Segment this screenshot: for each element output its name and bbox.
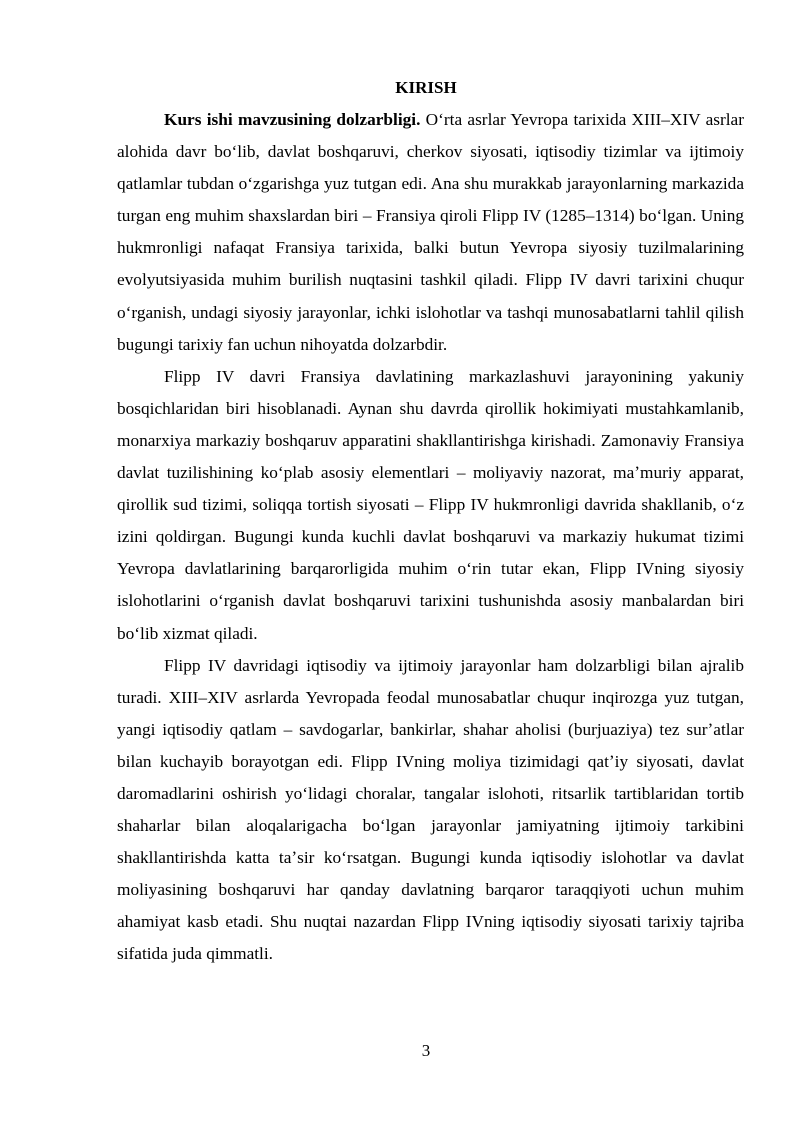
page-number: 3 <box>421 1041 431 1060</box>
body-text <box>117 104 744 971</box>
paragraph-relevance <box>117 104 744 361</box>
section-heading: KIRISH <box>395 78 457 97</box>
paragraph-centralization: Flipp IV davri Fransiya davlatining markazlashuvi jarayonining yakuniy bosqichlaridan biri hisoblanadi. Aynan shu davrda qirollik hokimiyati mustahkamlanib, monarxiya markaziy boshqaruv apparatini shakllantirishga kirishadi. Zamonaviy Fransiya davlat tuzilishining koʻplab asosiy elementlari – moliyaviy nazorat, maʼmuriy apparat, qirollik sud tizimi, soliqqa tortish siyosati – Flipp IV hukmronligi davrida shakllanib, oʻz izini qoldirgan. Bugungi kunda kuchli davlat boshqaruvi va markaziy hukumat tizimi Yevropa davlatlarining barqarorligida muhim oʻrin tutar ekan, Flipp IVning siyosiy islohotlarini oʻrganish davlat boshqaruvi tarixini tushunishda asosiy manbalardan biri boʻlib xizmat qiladi. <box>117 366 744 643</box>
paragraph-economy: Flipp IV davridagi iqtisodiy va ijtimoiy jarayonlar ham dolzarbligi bilan ajralib turadi. XIII–XIV asrlarda Yevropada feodal munosabatlar chuqur inqirozga yuz tutgan, yangi iqtisodiy qatlam – savdogarlar, bankirlar, shahar aholisi (burjuaziya) tez surʼatlar bilan kuchayib borayotgan edi. Flipp IVning moliya tizimidagi qatʼiy siyosati, davlat daromadlarini oshirish yoʻlidagi choralar, tangalar islohoti, ritsarlik tartiblaridan tortib shaharlar bilan aloqalarigacha boʻlgan jarayonlar jamiyatning ijtimoiy tarkibini shakllantirishda katta taʼsir koʻrsatgan. Bugungi kunda iqtisodiy islohotlar va davlat moliyasining boshqaruvi har qanday davlatning barqaror taraqqiyoti uchun muhim ahamiyat kasb etadi. Shu nuqtai nazardan Flipp IVning iqtisodiy siyosati tarixiy tajriba sifatida juda qimmatli. <box>117 655 744 964</box>
paragraph-text: Oʻrta asrlar Yevropa tarixida XIII–XIV asrlar alohida davr boʻlib, davlat boshqaruvi, cherkov siyosati, iqtisodiy tizimlar va ijtimoiy qatlamlar tubdan oʻzgarishga yuz tutgan edi. Ana shu murakkab jarayonlarning markazida turgan eng muhim shaxslardan biri – Fransiya qiroli Flipp IV (1285–1314) boʻlgan. Uning hukmronligi nafaqat Fransiya tarixida, balki butun Yevropa siyosiy tuzilmalarining evolyutsiyasida muhim burilish nuqtasini tashkil qiladi. Flipp IV davri tarixini chuqur oʻrganish, undagi siyosiy jarayonlar, ichki islohotlar va tashqi munosabatlarni tahlil qilish bugungi tarixiy fan uchun nihoyatda dolzarbdir. <box>117 110 744 354</box>
paragraph-lead: Kurs ishi mavzusining dolzarbligi. <box>164 110 421 129</box>
